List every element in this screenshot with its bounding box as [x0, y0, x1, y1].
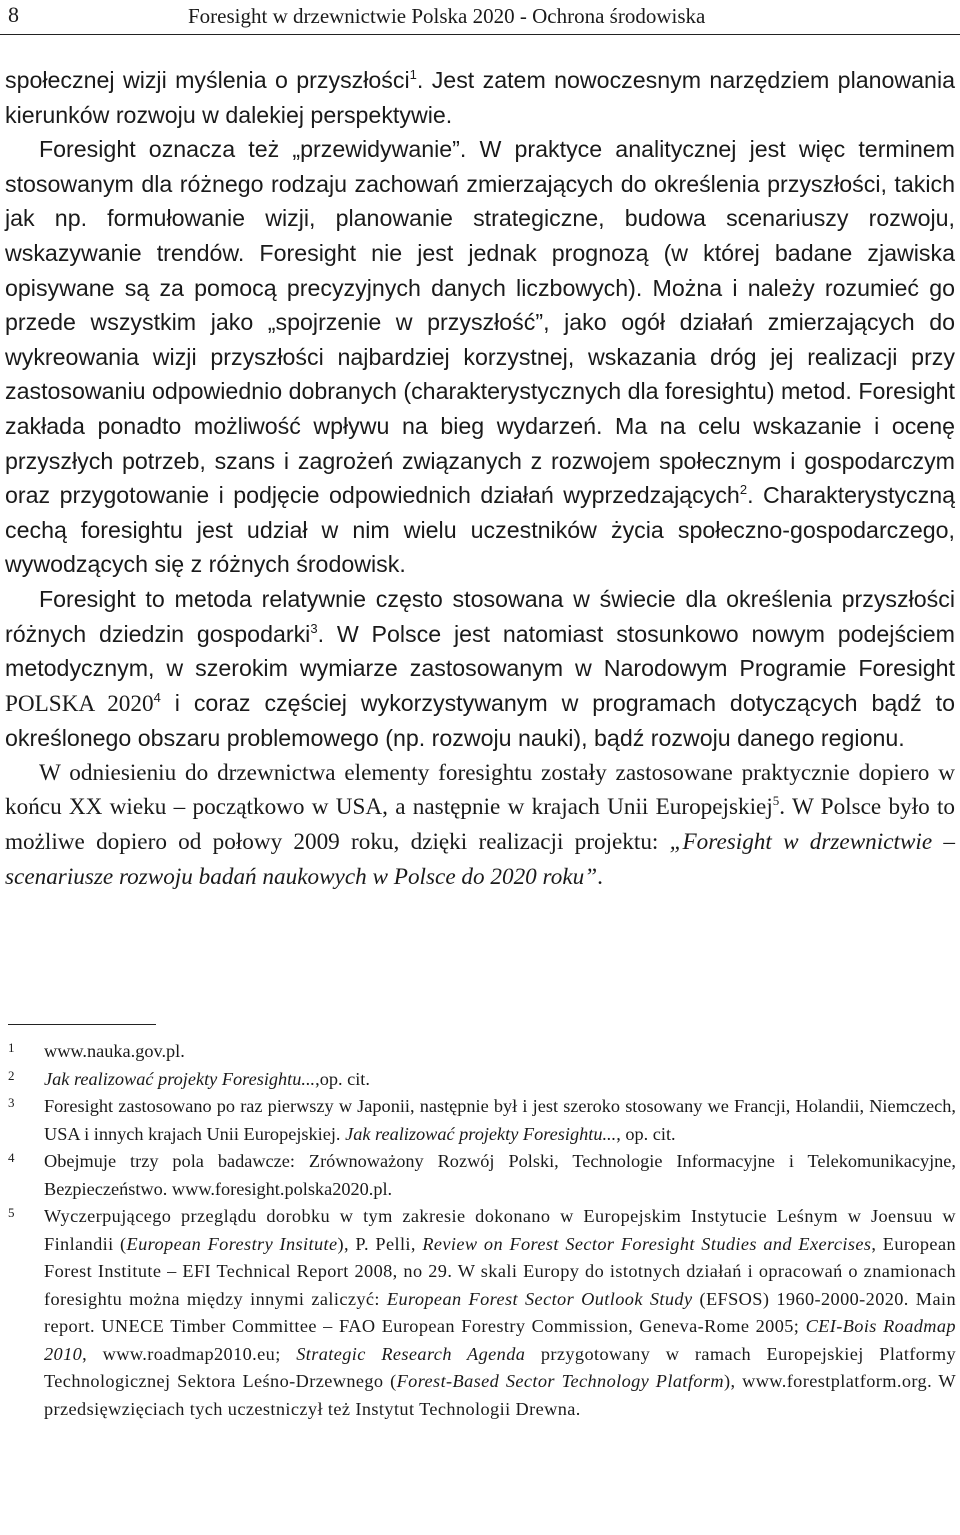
footnote-text-f: przygotowany w ramach Europejskiej Platformy Technologicznej Sektora Leśno-Drzewnego ( [44, 1343, 956, 1391]
running-title: Foresight w drzewnictwie Polska 2020 - Ochrona środowiska [188, 4, 706, 28]
footnote-text-g: ), www.forestplatform.org. W przedsięwzięciach tych uczestniczył też Instytut Technologii Drewna. [44, 1371, 956, 1419]
study-title: European Forest Sector Outlook Study [386, 1288, 693, 1309]
paragraph-4-text-c: . [597, 863, 603, 890]
paragraph-3-text-b: . W Polsce jest natomiast stosunkowo nowym podejściem metodycznym, w szerokim wymiarze zastosowanym w Narodowym Programie Foresight [5, 620, 956, 682]
footnote-number: 2 [8, 1067, 15, 1083]
footnote-separator [8, 1024, 156, 1025]
footnote-3 [8, 1093, 956, 1148]
footnote-2 [8, 1066, 956, 1094]
footnote-number: 4 [8, 1150, 15, 1165]
paragraph-2-text-end: . Charakterystyczną cechą foresightu jest udział w nim wielu uczestników życia społeczno-gospodarczego, wywodzących się z różnych środowisk. [5, 482, 955, 578]
footnotes [8, 1038, 956, 1423]
footnote-5 [8, 1203, 956, 1423]
footnote-ref-5[interactable]: 5 [772, 793, 780, 809]
footnote-text-d: (EFSOS) 1960-2000-2020. Main report. UNECE Timber Committee – FAO European Forestry Commission, Geneva-Rome 2005; [44, 1288, 956, 1336]
footnote-text-c: , European Forest Institute – EFI Technical Report 2008, no 29. W skali Europy do istotnych działań i opracowań o znamionach foresightu można między innymi zaliczyć: [44, 1233, 957, 1309]
footnote-title: Jak realizować projekty Foresightu... [345, 1123, 617, 1144]
footnote-4 [8, 1148, 956, 1203]
footnote-text: Foresight zastosowano po raz pierwszy w Japonii, następnie był i jest szeroko stosowany we Francji, Holandii, Niemczech, USA i innych krajach Unii Europejskiej. [44, 1096, 956, 1144]
footnote-text[interactable]: www.nauka.gov.pl. [44, 1041, 185, 1061]
running-header [0, 0, 960, 35]
report-title: Review on Forest Sector Foresight Studies and Exercises [422, 1233, 872, 1254]
main-text [5, 63, 955, 894]
footnote-text: ,op. cit. [315, 1068, 370, 1089]
page-number: 8 [8, 2, 19, 27]
footnote-title: Jak realizować projekty Foresightu... [44, 1068, 316, 1089]
paragraph-2-text: Foresight oznacza też „przewidywanie”. W praktyce analitycznej jest więc terminem stosowanym dla różnego rodzaju zachowań zmierzających do określenia przyszłości, takich jak np. formułowanie wizji, planowanie strategiczne, budowa scenariuszy rozwoju, wskazywanie trendów. Foresight nie jest jednak prognozą (w której badane zjawiska opisywane są za pomocą precyzyjnych danych liczbowych). Można i należy rozumieć go przede wszystkim jako „spojrzenie w przyszłość”, jako ogół działań zmierzających do wykreowania wizji przyszłości najbardziej korzystnej, wskazania dróg jej realizacji przy zastosowaniu odpowiednio dobranych (charakterystycznych dla foresightu) metod. Foresight zakłada ponadto możliwość wpływu na bieg wydarzeń. Ma na celu wskazanie i ocenę przyszłych potrzeb, szans i zagrożeń związanych z rozwojem społecznym i gospodarczym oraz przygotowanie i podjęcie odpowiednich działań wyprzedzających [5, 136, 955, 509]
project-title: „Foresight w drzewnictwie – scenariusze rozwoju badań naukowych w Polsce do 2020 roku” [5, 829, 955, 890]
footnote-text-b: ), P. Pelli, [337, 1233, 423, 1254]
institute-name: European Forestry Insitute [126, 1233, 338, 1254]
paragraph-1 [5, 63, 955, 132]
paragraph-2 [5, 132, 955, 582]
footnote-number: 1 [8, 1040, 15, 1055]
program-name: POLSKA 2020 [5, 690, 154, 717]
footnote-ref-1[interactable]: 1 [409, 67, 417, 82]
paragraph-1-text-a: społecznej wizji myślenia o przyszłości [5, 67, 410, 93]
platform-name: Forest-Based Sector Technology Platform [396, 1371, 725, 1391]
footnote-number: 5 [8, 1205, 15, 1220]
paragraph-4-text-a: W odniesieniu do drzewnictwa elementy foresightu zostały zastosowane praktycznie dopiero w końcu XX wieku – początkowo w USA, a następnie w krajach Unii Europejskiej [5, 759, 955, 821]
footnote-text: Obejmuje trzy pola badawcze: Zrównoważony Rozwój Polski, Technologie Informacyjne i Telekomunikacyjne, Bezpieczeństwo. www.foresight.polska2020.pl. [44, 1151, 956, 1199]
roadmap-title: CEI-Bois Roadmap 2010 [44, 1316, 956, 1364]
footnote-text-end: , op. cit. [616, 1123, 676, 1144]
paragraph-3-text-a: Foresight to metoda relatywnie często stosowana w świecie dla określenia przyszłości różnych dziedzin gospodarki [5, 585, 955, 647]
footnote-ref-2[interactable]: 2 [739, 482, 748, 498]
footnote-text-e: , www.roadmap2010.eu; [82, 1343, 297, 1364]
footnote-ref-3[interactable]: 3 [310, 620, 318, 636]
paragraph-4-text-b: . W Polsce było to możliwe dopiero od połowy 2009 roku, dzięki realizacji projektu: [5, 794, 955, 856]
footnote-number: 3 [8, 1095, 15, 1110]
paragraph-4 [5, 756, 955, 894]
paragraph-3-text-c: i coraz częściej wykorzystywanym w programach dotyczących bądź to określonego obszaru problemowego (np. rozwoju nauki), bądź rozwoju danego regionu. [5, 689, 955, 752]
agenda-title: Strategic Research Agenda [296, 1343, 526, 1364]
footnote-text-a: Wyczerpującego przeglądu dorobku w tym zakresie dokonano w Europejskim Instytucie Leśnym w Joensuu w Finlandii ( [44, 1206, 956, 1254]
paragraph-3 [5, 582, 955, 756]
paragraph-1-text-b: . Jest zatem nowoczesnym narzędziem planowania kierunków rozwoju w dalekiej perspektywie. [5, 67, 955, 128]
footnote-ref-4[interactable]: 4 [153, 689, 161, 705]
footnote-1 [8, 1038, 956, 1066]
